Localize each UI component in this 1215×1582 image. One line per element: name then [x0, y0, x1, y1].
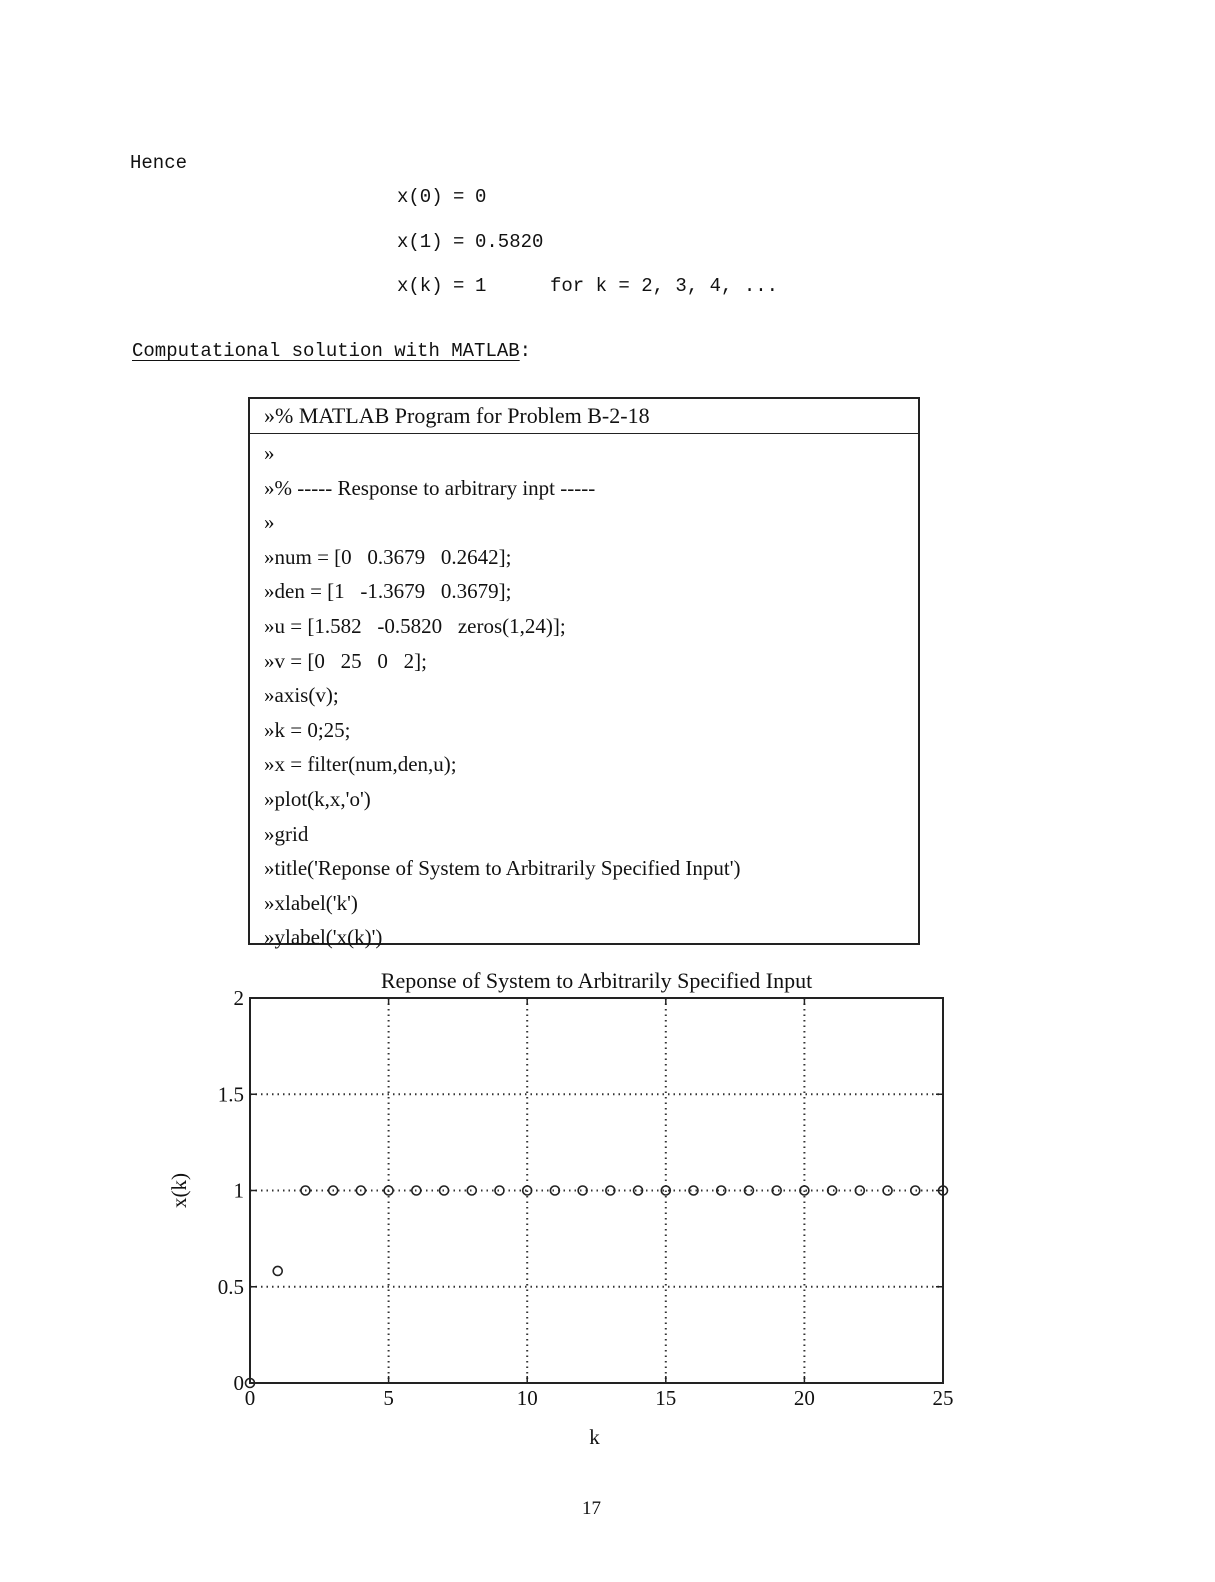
x-tick-label: 10	[516, 1386, 538, 1410]
code-line: »	[264, 441, 275, 465]
data-point-marker	[883, 1186, 892, 1195]
equation-condition: for k = 2, 3, 4, ...	[550, 275, 779, 297]
x-tick-label: 5	[383, 1386, 394, 1410]
equation-rhs: 0.5820	[475, 231, 544, 253]
code-line: »den = [1 -1.3679 0.3679];	[264, 579, 512, 604]
code-line: »ylabel('x(k)')	[264, 925, 383, 950]
equation-lhs: x(k)	[397, 275, 443, 297]
code-line: »axis(v);	[264, 683, 339, 708]
section-heading-text: Computational solution with MATLAB	[132, 340, 520, 362]
data-point-marker	[855, 1186, 864, 1195]
x-tick-label: 20	[793, 1386, 815, 1410]
page-number: 17	[582, 1498, 601, 1519]
equation-rhs: 0	[475, 186, 487, 208]
y-axis-label: x(k)	[167, 1173, 191, 1208]
x-tick-label: 15	[655, 1386, 677, 1410]
equation-rhs: 1	[475, 275, 487, 297]
code-line: »xlabel('k')	[264, 890, 358, 915]
section-heading-colon: :	[519, 340, 532, 362]
y-tick-label: 1.5	[217, 1082, 244, 1107]
x-tick-label: 25	[932, 1386, 954, 1410]
code-line: »v = [0 25 0 2];	[264, 648, 427, 673]
matlab-program-header: »% MATLAB Program for Problem B-2-18	[250, 399, 918, 434]
code-line: »	[264, 510, 275, 535]
code-line: »num = [0 0.3679 0.2642];	[264, 544, 512, 569]
equation-operator: =	[453, 186, 465, 208]
y-tick-label: 1	[233, 1178, 244, 1203]
code-line: »u = [1.582 -0.5820 zeros(1,24)];	[264, 613, 566, 638]
x-tick-label: 0	[244, 1386, 256, 1410]
y-tick-label: 2	[233, 986, 244, 1010]
chart-title: Reponse of System to Arbitrarily Specified Input	[380, 968, 813, 993]
y-tick-label: 0	[233, 1371, 244, 1395]
equation-operator: =	[453, 231, 465, 253]
x-axis-label: k	[589, 1425, 600, 1449]
data-point-marker	[911, 1186, 920, 1195]
equation-operator: =	[453, 275, 465, 297]
data-point-marker	[273, 1266, 282, 1275]
code-line: »plot(k,x,'o')	[264, 786, 371, 811]
code-line: »grid	[264, 821, 309, 846]
data-point-marker	[495, 1186, 504, 1195]
code-line: »% ----- Response to arbitrary inpt -----	[264, 475, 596, 500]
code-line: »title('Reponse of System to Arbitrarily Specified Input')	[264, 856, 741, 881]
equation-lhs: x(0)	[397, 186, 443, 208]
data-point-marker	[467, 1186, 476, 1195]
data-point-marker	[440, 1186, 449, 1195]
code-line: »x = filter(num,den,u);	[264, 752, 457, 777]
intro-word: Hence	[130, 152, 188, 174]
y-tick-label: 0.5	[217, 1274, 244, 1299]
code-line: »k = 0;25;	[264, 717, 351, 742]
equation-lhs: x(1)	[397, 231, 443, 253]
